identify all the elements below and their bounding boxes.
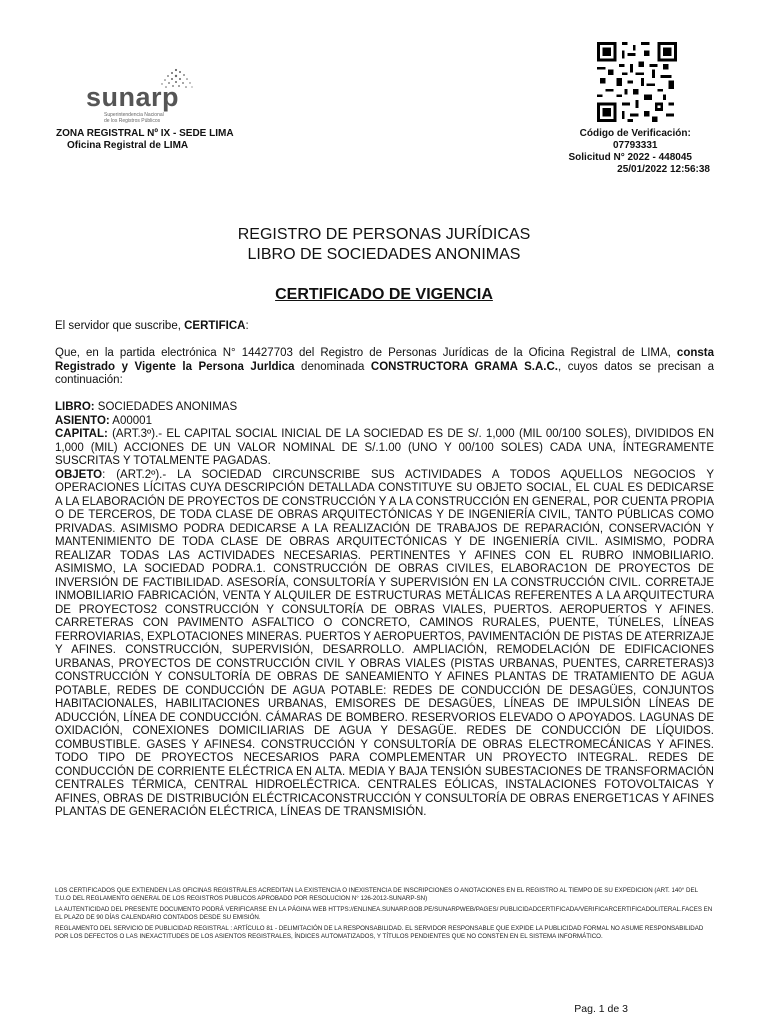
footer-note-3: REGLAMENTO DEL SERVICIO DE PUBLICIDAD REGISTRAL : ARTÍCULO 81 - DELIMITACIÓN DE LA RESPONSABILIDAD. EL SERVIDOR RESPONSABLE QUE EXPIDE LA PUBLICIDAD FORMAL NO ASUME RESPONSABILIDAD POR LOS DEFECTOS O LAS INEXACTITUDES DE LOS ASIENTOS REGISTRALES, ÍNDICES AUTOMATIZADOS, Y TÍTULOS PENDIENTES QUE NO CONSTEN EN EL SISTEMA INFORMÁTICO. — [55, 925, 704, 940]
verification-code-value: 07793331 — [612, 140, 658, 151]
certificate-title: CERTIFICADO DE VIGENCIA — [275, 286, 493, 303]
registry-title-line1: REGISTRO DE PERSONAS JURÍDICAS — [237, 226, 531, 243]
libro-field: LIBRO: SOCIEDADES ANONIMAS — [55, 401, 238, 413]
page-number: Pag. 1 de 3 — [574, 1003, 628, 1015]
logo-wordmark: sunarp — [86, 82, 180, 112]
registry-zone-header — [56, 128, 234, 152]
entity-paragraph: Que, en la partida electrónica N° 14427703 del Registro de Personas Jurídicas de la Oficina Registral de LIMA, consta Registrado y Vigente la Persona Jurldica denominada CONSTRUCTORA GRAMA S.A.C., cuyos datos se precisan a continuación: — [55, 347, 715, 386]
zone-label: ZONA REGISTRAL Nº IX - SEDE LIMA — [56, 128, 234, 139]
verification-code-label: Código de Verificación: — [579, 128, 691, 139]
request-number: Solicitud N° 2022 - 448045 — [568, 152, 692, 163]
qr-code-icon — [597, 42, 677, 122]
registry-title-line2: LIBRO DE SOCIEDADES ANONIMAS — [247, 246, 521, 263]
office-label: Oficina Registral de LIMA — [67, 140, 189, 151]
registry-title — [0, 225, 768, 265]
legal-footer — [55, 887, 714, 945]
objeto-field: OBJETO: (ART.2º).- LA SOCIEDAD CIRCUNSCRIBE SUS ACTIVIDADES A TODOS AQUELLOS NEGOCIOS Y OPERACIONES LÍCITAS CUYA DESCRIPCIÓN DETALLADA CONSTITUYE SU OBJETO SOCIAL, EL CUAL ES DEDICARSE A LA ELABORACIÓN DE PROYECTOS DE CONSTRUCCIÓN Y A LA CONSTRUCCIÓN EN GENERAL, POR CUENTA PROPIA O DE TERCEROS, DE TODA CLASE DE OBRAS ARQUITECTÓNICAS Y DE INGENIERÍA CIVIL, TANTO PÚBLICAS COMO PRIVADAS. ASIMISMO PODRA DEDICARSE A LA REALIZACIÓN DE TRABAJOS DE REPARACIÓN, CONSERVACIÓN Y MANTENIMIENTO DE TODA CLASE DE OBRAS ARQUITECTÓNICAS Y DE INGENIERÍA CIVIL. ASIMISMO, PODRA REALIZAR TODAS LAS ACTIVIDADES NECESARIAS. PERTINENTES Y AFINES CON EL RUBRO INMOBILIARIO. ASIMISMO, LA SOCIEDAD PODRA.1. CONSTRUCCIÓN DE OBRAS CIVILES, ELABORAC1ON DE PROYECTOS DE INVERSIÓN DE FACTIBILIDAD. ASESORÍA, CONSULTORÍA Y SUPERVISIÓN EN LA CONSTRUCCIÓN CIVIL. CORRETAJE INMOBILIARIO FABRICACIÓN, VENTA Y ALQUILER DE ESTRUCTURAS METÁLICAS REFERENTES A LA ARQUITECTURA DE PROYECTOS2 CONSTRUCCIÓN Y CONSULTORÍA DE OBRAS VIALES, PUERTOS. AEROPUERTOS Y AFINES. CARRETERAS CON PAVIMENTO ASFALTICO O CONCRETO, CAMINOS RURALES, PUENTE, TÚNELES, LÍNEAS FERROVIARIAS, EXPLOTACIONES MINERAS. PUERTOS Y AEROPUERTOS, PAVIMENTACIÓN DE PISTAS DE ATERRIZAJE Y AFINES. CONSTRUCCIÓN, SUPERVISIÓN, DESARROLLO. AMPLIACIÓN, REMODELACIÓN DE EDIFICACIONES URBANAS, PROYECTOS DE CONSTRUCCIÓN CIVIL Y OBRAS VIALES (PISTAS URBANAS, PUENTES, CARRETERAS)3 CONSTRUCCIÓN Y CONSULTORÍA DE OBRAS DE SANEAMIENTO Y AFINES PLANTAS DE TRATAMIENTO DE AGUA POTABLE, REDES DE CONDUCCIÓN DE AGUA POTABLE: REDES DE CONDUCCIÓN DE DESAGÜES, CONJUNTOS HABITACIONALES, HABILITACIONES URBANAS, EMISORES DE DESAGÜES, LÍNEAS DE IMPULSIÓN LÍNEAS DE ADUCCIÓN, LÍNEA DE CONDUCCIÓN. CÁMARAS DE BOMBERO. RESERVORIOS ELEVADO O APOYADOS. LAGUNAS DE OXIDACIÓN, CONEXIONES DOMICILIARIAS DE AGUA Y DESAGÜE. REDES DE CONDUCCIÓN DE LÍQUIDOS. COMBUSTIBLE. GASES Y AFINES4. CONSTRUCCIÓN Y CONSULTORÍA DE OBRAS ELECTROMECÁNICAS Y AFINES. TODO TIPO DE PROYECTOS NECESARIOS PARA COMPLEMENTAR UN PROYECTO INTEGRAL. REDES DE CONDUCCIÓN DE CORRIENTE ELÉCTRICA EN ALTA. MEDIA Y BAJA TENSIÓN SUBESTACIONES DE TRANSFORMACIÓN CENTRALES TÉRMICA, CENTRAL HIDROELÉCTRICA. CENTRALES EÓLICAS, INSTALACIONES FOTOVOLTAICAS Y AFINES, OBRAS DE DISTRIBUCIÓN ELÉCTRICACONSTRUCCIÓN Y CONSULTORÍA DE OBRAS ENERGET1CAS Y AFINES PLANTAS DE GENERACIÓN ELÉCTRICA, LÍNEAS DE TRANSMISIÓN. — [55, 468, 714, 818]
footer-note-2: LA AUTENTICIDAD DEL PRESENTE DOCUMENTO PODRÁ VERIFICARSE EN LA PÁGINA WEB HTTPS://ENLINEA.SUNARP.GOB.PE/SUNARPWEB/PAGES/ PUBLICIDADCERTIFICADA/VERIFICARCERTIFICADOLITERAL.FACES EN EL PLAZO DE 90 DÍAS CALENDARIO CONTADOS DESDE SU EMISIÓN. — [55, 906, 713, 921]
certificate-body — [55, 320, 714, 820]
logo-subtitle: Superintendencia Nacional de los Registros Públicos — [104, 112, 164, 124]
intro-paragraph: El servidor que suscribe, CERTIFICA: — [55, 320, 249, 332]
asiento-field: ASIENTO: A00001 — [55, 414, 152, 427]
verification-header — [568, 128, 710, 176]
issue-datetime: 25/01/2022 12:56:38 — [617, 164, 710, 175]
capital-field: CAPITAL: (ART.3º).- EL CAPITAL SOCIAL INICIAL DE LA SOCIEDAD ES DE S/. 1,000 (MIL 00/100 SOLES), DIVIDIDOS EN 1,000 (MIL) ACCIONES DE UN VALOR NOMINAL DE S/.1.00 (UNO Y 00/100 SOLES) CADA UNA, ÍNTEGRAMENTE SUSCRITAS Y TOTALMENTE PAGADAS. — [55, 428, 714, 467]
sunarp-logo — [86, 66, 196, 128]
footer-note-1: LOS CERTIFICADOS QUE EXTIENDEN LAS OFICINAS REGISTRALES ACREDITAN LA EXISTENCIA O INEXISTENCIA DE INSCRIPCIONES O ANOTACIONES EN EL REGISTRO AL TIEMPO DE SU EXPEDICION (ART. 140° DEL T.U.O DEL REGLAMENTO GENERAL DE LOS REGISTROS PUBLICOS APROBADO POR RESOLUCION N° 126-2012-SUNARP-SN) — [55, 887, 698, 902]
